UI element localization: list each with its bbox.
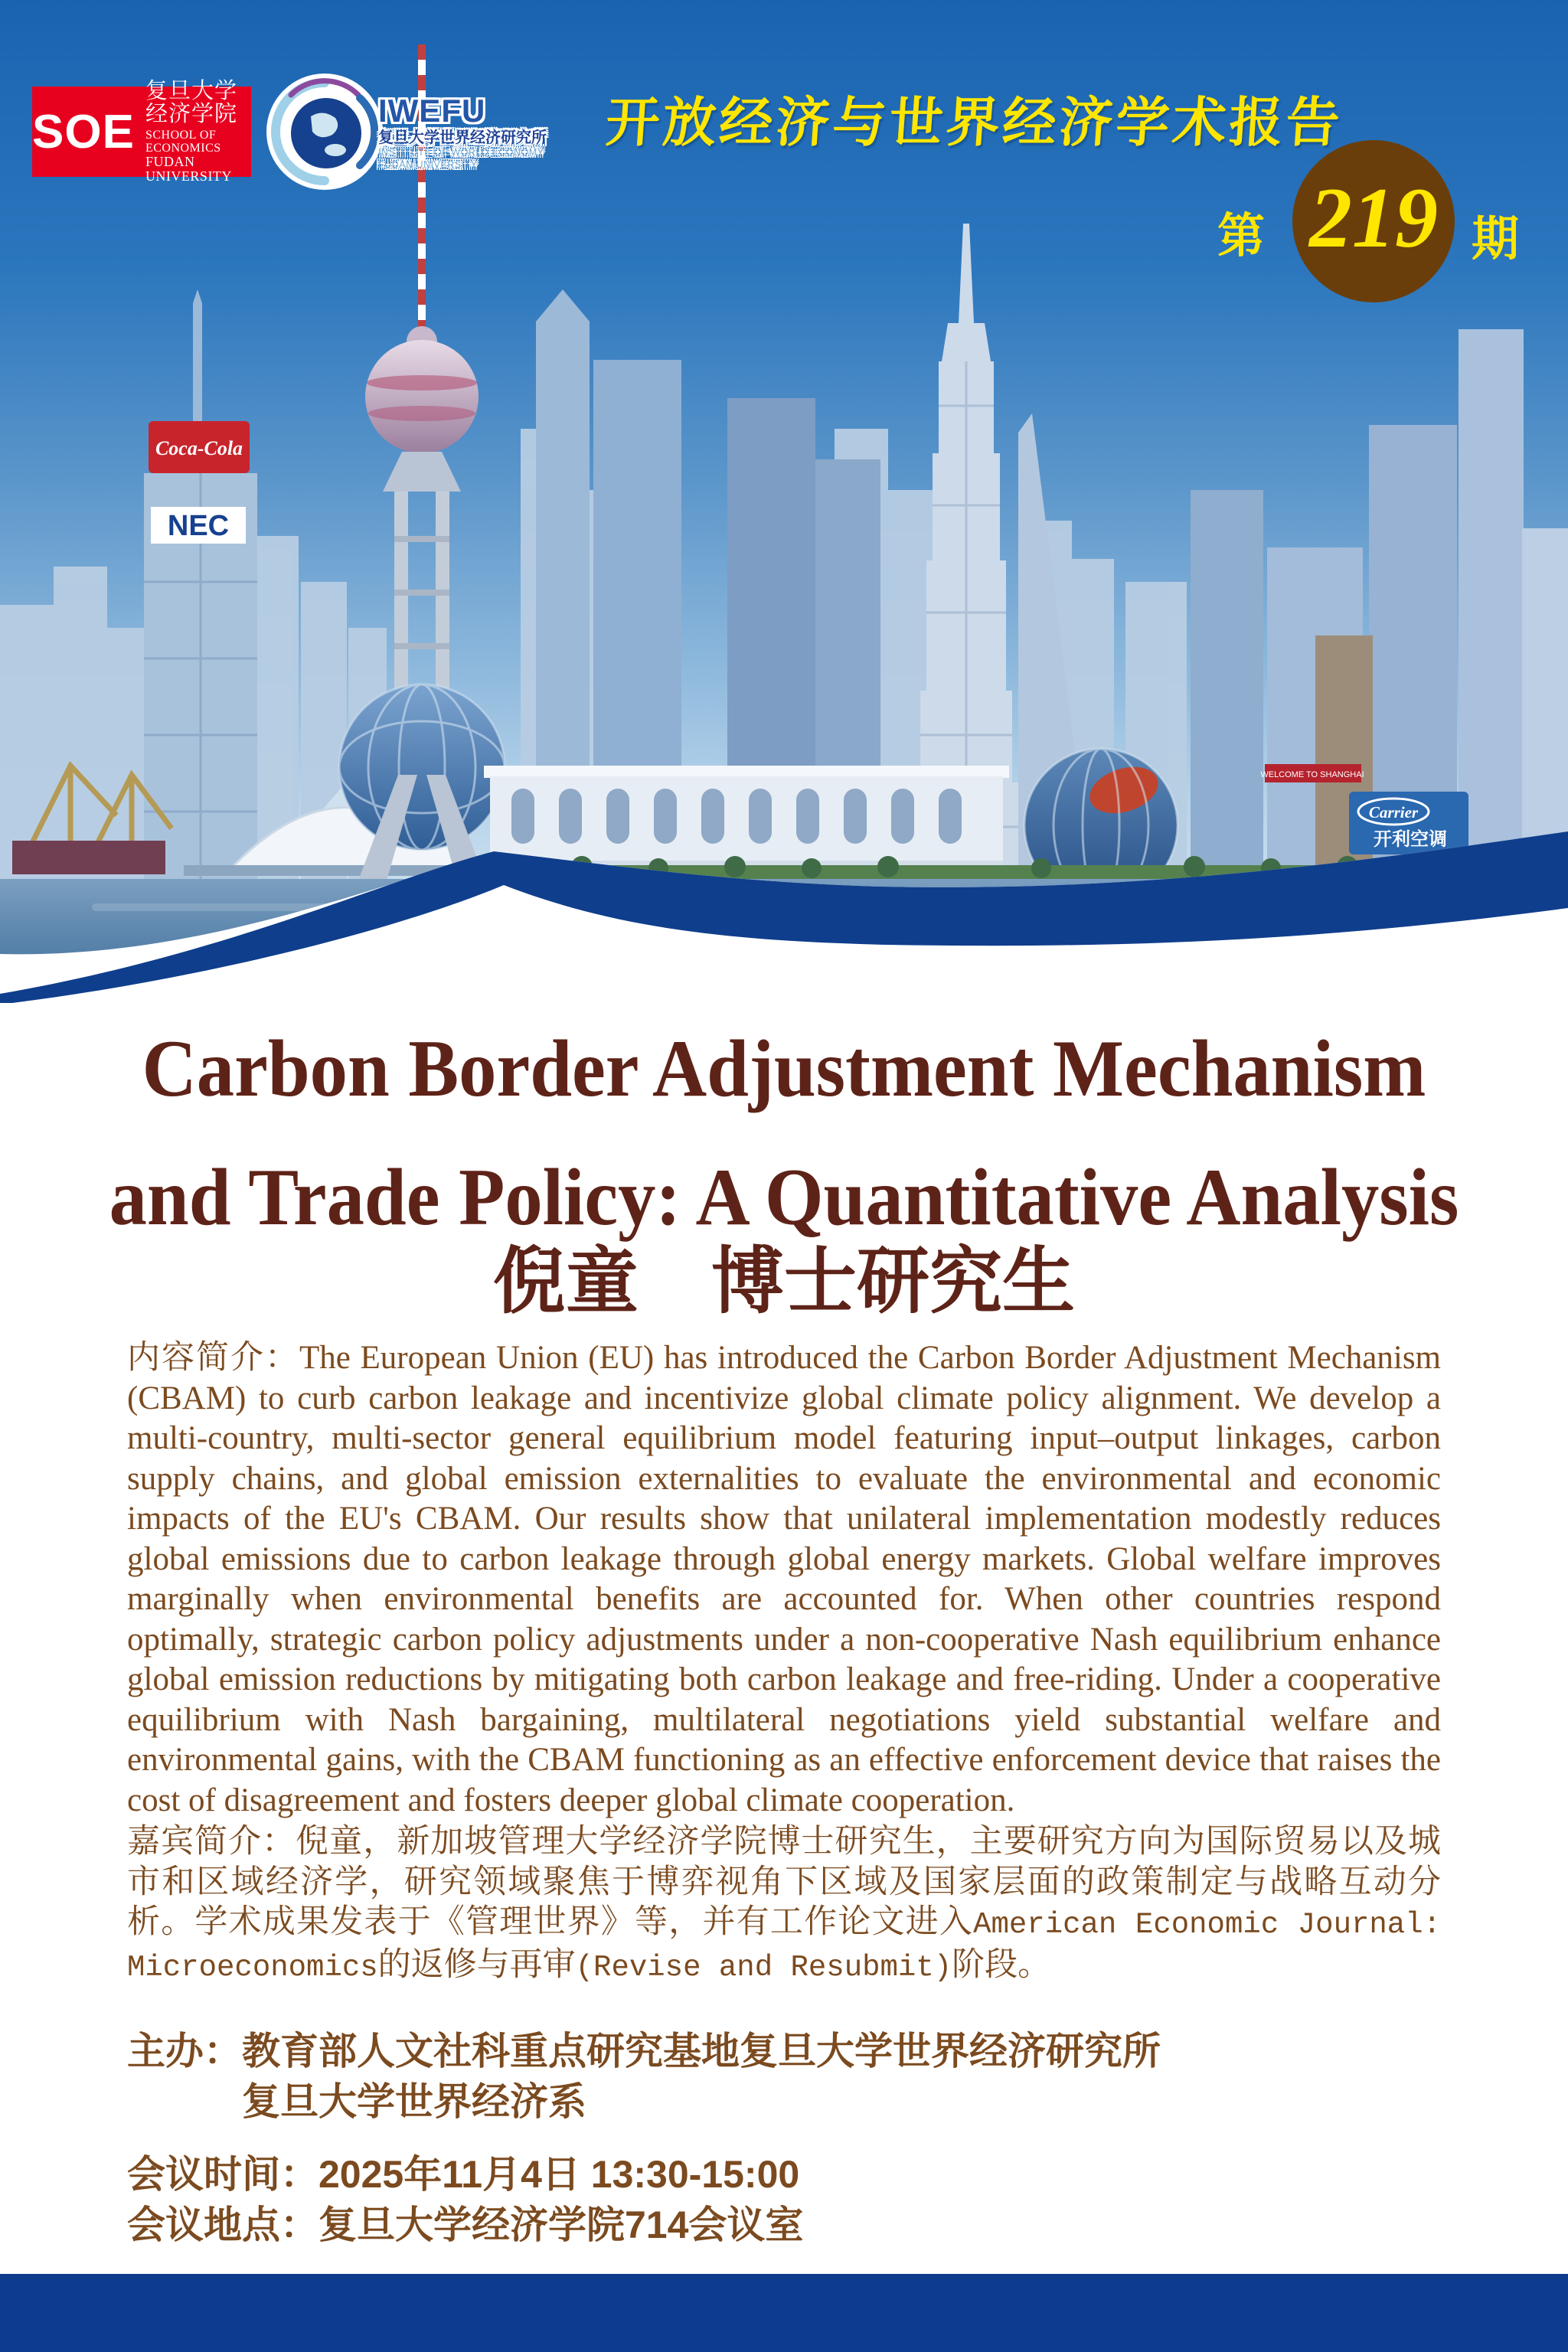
footer-bar	[0, 2274, 1568, 2352]
pearl-upper-sphere	[365, 340, 479, 453]
iwefu-logo-en1: INSTITUTE OF WORLD ECONOMY	[378, 147, 544, 158]
meeting-time-label: 会议时间：	[127, 2153, 318, 2196]
talk-title-line2: and Trade Policy: A Quantitative Analysis	[109, 1152, 1459, 1242]
meeting-venue-value: 复旦大学经济学院714会议室	[318, 2203, 804, 2246]
welcome-banner-text: WELCOME TO SHANGHAI	[1260, 770, 1364, 779]
coca-cola-sign-text: Coca-Cola	[155, 437, 243, 459]
meeting-venue-label: 会议地点：	[127, 2203, 318, 2246]
soe-logo	[32, 78, 251, 185]
carrier-sign-cn: 开利空调	[1374, 829, 1447, 850]
meeting-time-value: 2025年11月4日 13:30-15:00	[318, 2153, 800, 2196]
iwefu-logo-cn: 复旦大学世界经济研究所	[378, 129, 547, 146]
bio-label: 嘉宾简介：	[127, 1824, 296, 1860]
iwefu-logo-en2: FUDAN UNIVERSITY	[378, 158, 478, 170]
soe-logo-abbr: SOE	[32, 105, 135, 158]
barge	[12, 841, 165, 874]
speaker-name: 倪童	[492, 1241, 639, 1322]
iwefu-globe-icon	[265, 72, 384, 191]
soe-logo-cn: 复旦大学经济学院	[145, 78, 237, 127]
issue-suffix: 期	[1472, 214, 1520, 266]
series-title: 开放经济与世界经济学术报告	[603, 93, 1345, 152]
issue-number: 219	[1309, 170, 1438, 266]
abstract-label: 内容简介：	[127, 1340, 299, 1376]
iwefu-logo	[265, 72, 547, 191]
host-block	[127, 2026, 1161, 2127]
talk-title-line1: Carbon Border Adjustment Mechanism	[142, 1024, 1426, 1113]
nec-sign-text: NEC	[167, 510, 230, 542]
abstract-text: The European Union (EU) has introduced the Carbon Border Adjustment Mechanism (CBAM) to curb carbon leakage and incentivize global climate policy alignment. We develop a multi-country, multi-sector general equilibrium model featuring input–output linkages, carbon supply chains, and global emission externalities to evaluate the environmental and economic impacts of the EU's CBAM. Our results show that unilateral implementation modestly reduces global emissions due to carbon leakage through global energy markets. Global welfare improves marginally when environmental benefits are accounted for. When other countries respond optimally, strategic carbon policy adjustments under a non-cooperative Nash equilibrium enhance global emission reductions by mitigating both carbon leakage and free-riding. Under a cooperative equilibrium with Nash bargaining, multilateral negotiations yield substantial welfare and environmental gains, with the CBAM functioning as an effective enforcement device that raises the cost of disagreement and fosters deeper global climate cooperation.	[127, 1340, 1441, 1818]
soe-logo-en1: SCHOOL OF ECONOMICS	[145, 128, 221, 155]
colonnade-building	[484, 766, 1009, 873]
meeting-venue-row	[127, 2194, 803, 2249]
bio-text-3: 阶段。	[952, 1946, 1051, 1983]
abstract-paragraph	[127, 1338, 1441, 1821]
soe-logo-en2: FUDAN UNIVERSITY	[145, 154, 232, 185]
carrier-sign-text: Carrier	[1368, 803, 1419, 822]
bio-paragraph	[127, 1822, 1441, 1988]
bio-revise-resubmit: (Revise and Resubmit)	[575, 1950, 952, 1984]
skyline-photo	[0, 0, 1568, 1003]
host-line2: 复旦大学世界经济系	[242, 2080, 586, 2123]
bio-text-2: 的返修与再审	[377, 1946, 576, 1983]
host-line1: 教育部人文社科重点研究基地复旦大学世界经济研究所	[242, 2030, 1161, 2073]
iwefu-logo-abbr: IWEFU	[378, 92, 486, 129]
issue-circle	[1292, 140, 1455, 302]
issue-prefix: 第	[1217, 211, 1266, 263]
host-label: 主办：	[127, 2030, 242, 2073]
bio-journal-name: American Economic Journal: Microeconomics	[127, 1908, 1442, 1984]
meeting-time-row	[127, 2144, 799, 2199]
talk-title	[0, 1004, 1568, 1262]
bio-text-1: 倪童，新加坡管理大学经济学院博士研究生，主要研究方向为国际贸易以及城市和区域经济学，研究领域聚焦于博弈视角下区域及国家层面的政策制定与战略互动分析。学术成果发表于《管理世界》等，并有工作论文进入	[127, 1824, 1442, 1940]
speaker-title: 博士研究生	[711, 1241, 1076, 1322]
